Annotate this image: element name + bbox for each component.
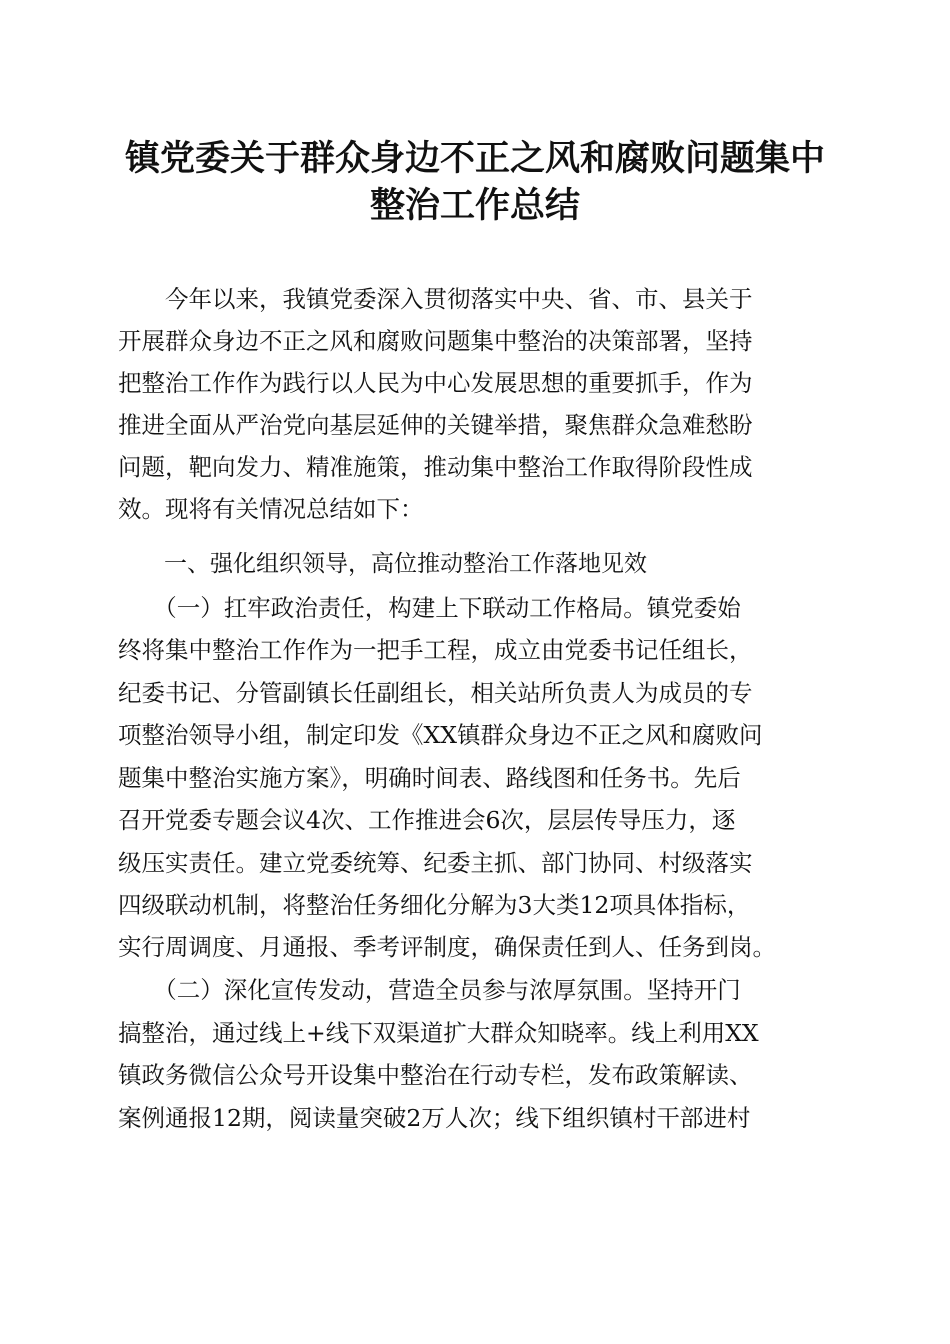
paragraph-line: 开展群众身边不正之风和腐败问题集中整治的决策部署，坚持 xyxy=(118,327,753,355)
paragraph-line: 纪委书记、分管副镇长任副组长，相关站所负责人为成员的专 xyxy=(118,679,753,707)
paragraph-line: 实行周调度、月通报、季考评制度，确保责任到人、任务到岗。 xyxy=(118,933,776,961)
section-heading: 一、强化组织领导，高位推动整治工作落地见效 xyxy=(118,551,647,577)
paragraph-line: 推进全面从严治党向基层延伸的关键举措，聚焦群众急难愁盼 xyxy=(118,411,753,439)
paragraph-line: 镇政务微信公众号开设集中整治在行动专栏，发布政策解读、 xyxy=(118,1061,753,1089)
paragraph-line: 级压实责任。建立党委统筹、纪委主抓、部门协同、村级落实 xyxy=(118,849,753,877)
paragraph-line: （一）扛牢政治责任，构建上下联动工作格局。镇党委始 xyxy=(118,594,741,622)
paragraph-line: 项整治领导小组，制定印发《XX镇群众身边不正之风和腐败问 xyxy=(118,721,763,749)
paragraph-line: 今年以来，我镇党委深入贯彻落实中央、省、市、县关于 xyxy=(118,285,753,313)
document-title-line-2: 整治工作总结 xyxy=(369,185,580,226)
paragraph-line: 召开党委专题会议4次、工作推进会6次，层层传导压力，逐 xyxy=(118,806,736,834)
paragraph-line: 案例通报12期，阅读量突破2万人次；线下组织镇村干部进村 xyxy=(118,1104,751,1132)
document-title-line-1: 镇党委关于群众身边不正之风和腐败问题集中 xyxy=(124,138,825,179)
paragraph-line: 问题，靶向发力、精准施策，推动集中整治工作取得阶段性成 xyxy=(118,453,753,481)
paragraph-line: （二）深化宣传发动，营造全员参与浓厚氛围。坚持开门 xyxy=(118,976,741,1004)
paragraph-line: 终将集中整治工作作为一把手工程，成立由党委书记任组长， xyxy=(118,636,753,664)
paragraph-line: 搞整治，通过线上+线下双渠道扩大群众知晓率。线上利用XX xyxy=(118,1019,759,1047)
paragraph-line: 四级联动机制，将整治任务细化分解为3大类12项具体指标， xyxy=(118,891,751,919)
paragraph-line: 把整治工作作为践行以人民为中心发展思想的重要抓手，作为 xyxy=(118,369,753,397)
paragraph-line: 题集中整治实施方案》，明确时间表、路线图和任务书。先后 xyxy=(118,764,741,792)
paragraph-line: 效。现将有关情况总结如下： xyxy=(118,495,424,523)
